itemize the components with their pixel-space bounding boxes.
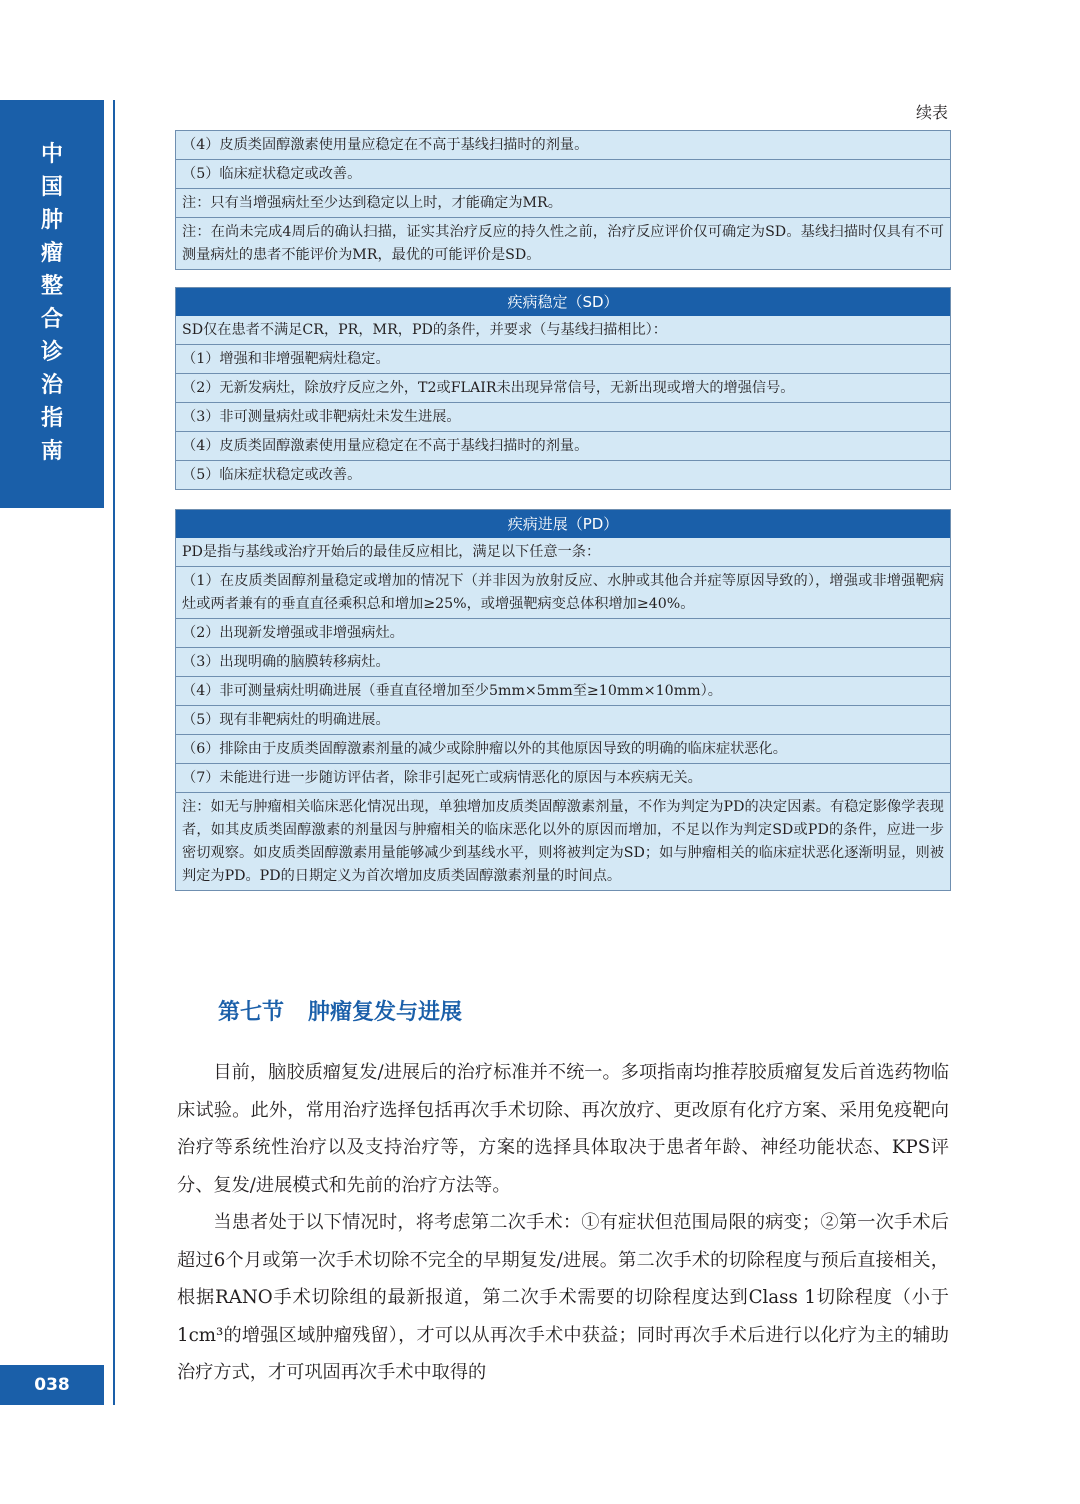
- book-title-char: 治: [40, 373, 63, 398]
- table-sd: [175, 287, 951, 490]
- table-row: （7）未能进行进一步随访评估者，除非引起死亡或病情恶化的原因与本疾病无关。: [176, 763, 950, 792]
- table-row: （4）非可测量病灶明确进展（垂直直径增加至少5mm×5mm至≥10mm×10mm）。: [176, 676, 950, 705]
- table-row: 注：只有当增强病灶至少达到稳定以上时，才能确定为MR。: [176, 188, 950, 217]
- table-header: 疾病进展（PD）: [176, 510, 950, 538]
- book-title-char: 指: [40, 406, 63, 431]
- table-header: 疾病稳定（SD）: [176, 288, 950, 316]
- body-text: [177, 1054, 949, 1392]
- paragraph: 目前，脑胶质瘤复发/进展后的治疗标准并不统一。多项指南均推荐胶质瘤复发后首选药物临床试验。此外，常用治疗选择包括再次手术切除、再次放疗、更改原有化疗方案、采用免疫靶向治疗等系统性治疗以及支持治疗等，方案的选择具体取决于患者年龄、神经功能状态、KPS评分、复发/进展模式和先前的治疗方法等。: [177, 1062, 949, 1196]
- book-title-char: 诊: [40, 340, 63, 365]
- continued-label: 续表: [915, 103, 948, 122]
- section-title: 肿瘤复发与进展: [308, 1000, 463, 1025]
- table-row: SD仅在患者不满足CR，PR，MR，PD的条件，并要求（与基线扫描相比）：: [182, 322, 667, 338]
- book-title-char: 中: [40, 142, 63, 167]
- table-row: （3）非可测量病灶或非靶病灶未发生进展。: [176, 402, 950, 431]
- table-row: （2）无新发病灶，除放疗反应之外，T2或FLAIR未出现异常信号，无新出现或增大的增强信号。: [176, 373, 950, 402]
- book-title-char: 肿: [40, 208, 63, 233]
- table-row: （3）出现明确的脑膜转移病灶。: [176, 647, 950, 676]
- book-title-char: 合: [40, 307, 63, 332]
- section-heading: [218, 996, 462, 1030]
- table-row: （1）增强和非增强靶病灶稳定。: [176, 344, 950, 373]
- table-row: （5）现有非靶病灶的明确进展。: [176, 705, 950, 734]
- book-title-char: 国: [40, 175, 63, 200]
- table-note: 注：如无与肿瘤相关临床恶化情况出现，单独增加皮质类固醇激素剂量，不作为判定为PD的决定因素。有稳定影像学表现者，如其皮质类固醇激素的剂量因与肿瘤相关的临床恶化以外的原因而增加，不足以作为判定SD或PD的条件，应进一步密切观察。如皮质类固醇激素用量能够减少到基线水平，则将被判定为SD；如与肿瘤相关的临床症状恶化逐渐明显，则被判定为PD。PD的日期定义为首次增加皮质类固醇激素剂量的时间点。: [176, 792, 950, 890]
- book-title-char: 整: [40, 274, 63, 299]
- paragraph: 当患者处于以下情况时，将考虑第二次手术：①有症状但范围局限的病变；②第一次手术后超过6个月或第一次手术切除不完全的早期复发/进展。第二次手术的切除程度与预后直接相关，根据RANO手术切除组的最新报道，第二次手术需要的切除程度达到Class 1切除程度（小于1cm³的增强区域肿瘤残留），才可以从再次手术中获益；同时再次手术后进行以化疗为主的辅助治疗方式，才可巩固再次手术中取得的: [177, 1212, 949, 1383]
- table-row: （4）皮质类固醇激素使用量应稳定在不高于基线扫描时的剂量。: [176, 431, 950, 460]
- table-row: （2）出现新发增强或非增强病灶。: [176, 618, 950, 647]
- book-title: [0, 138, 104, 468]
- book-title-char: 南: [40, 439, 63, 464]
- table-mr-continued: [175, 130, 951, 270]
- section-number: 第七节: [218, 1000, 285, 1025]
- book-title-char: 瘤: [40, 241, 63, 266]
- table-row: 注：在尚未完成4周后的确认扫描，证实其治疗反应的持久性之前，治疗反应评价仅可确定为SD。基线扫描时仅具有不可测量病灶的患者不能评价为MR，最优的可能评价是SD。: [176, 217, 950, 269]
- table-row: （1）在皮质类固醇剂量稳定或增加的情况下（并非因为放射反应、水肿或其他合并症等原因导致的），增强或非增强靶病灶或两者兼有的垂直直径乘积总和增加≥25%，或增强靶病变总体积增加≥40%。: [176, 566, 950, 618]
- table-row: （4）皮质类固醇激素使用量应稳定在不高于基线扫描时的剂量。: [182, 137, 589, 153]
- margin-rule: [113, 100, 115, 1405]
- table-row: （6）排除由于皮质类固醇激素剂量的减少或除肿瘤以外的其他原因导致的明确的临床症状恶化。: [176, 734, 950, 763]
- page-number: 038: [0, 1365, 104, 1405]
- table-row: （5）临床症状稳定或改善。: [176, 460, 950, 489]
- table-pd: [175, 509, 951, 891]
- table-row: PD是指与基线或治疗开始后的最佳反应相比，满足以下任意一条：: [182, 544, 601, 560]
- table-row: （5）临床症状稳定或改善。: [176, 159, 950, 188]
